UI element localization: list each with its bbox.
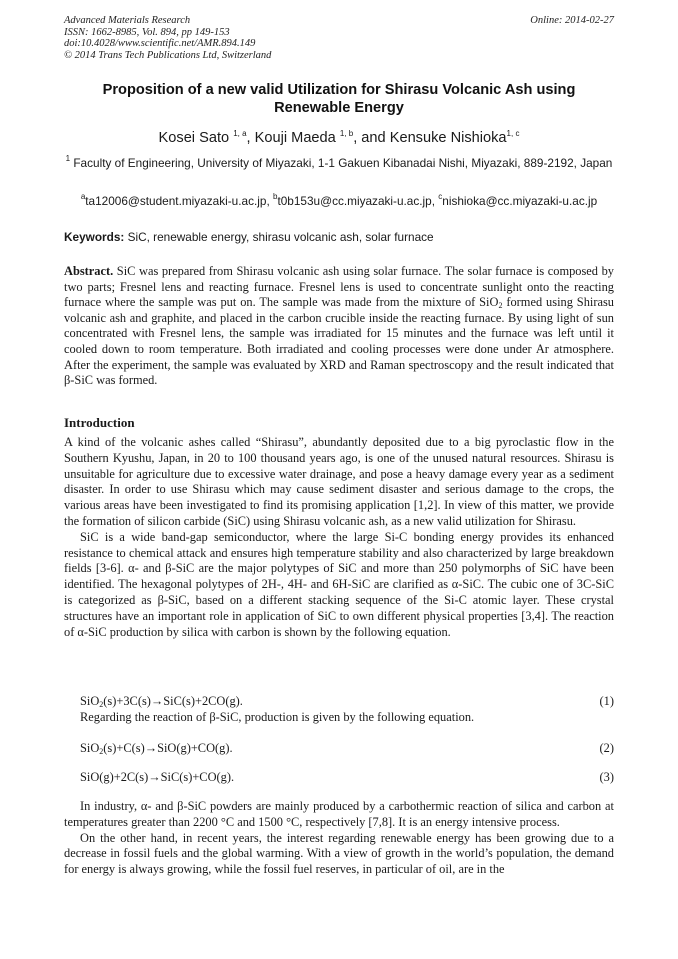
- keywords: [64, 229, 614, 245]
- paragraph: On the other hand, in recent years, the interest regarding renewable energy has been growing due to a decrease in fossil fuels and the global warming. With a view of growth in the world’s population, the demand for energy is always growing, while the fossil fuel reserves, in particular of oil, are in the: [64, 830, 614, 877]
- author-separator: ,: [246, 130, 255, 146]
- equation-note: Regarding the reaction of β-SiC, production is given by the following equation.: [80, 710, 475, 724]
- equation-part: (s)+C(s)→SiO(g)+CO(g).: [103, 741, 233, 755]
- email-separator: ,: [431, 194, 439, 208]
- copyright-line: © 2014 Trans Tech Publications Ltd, Switzerland: [64, 49, 272, 61]
- affiliation-mark: 1: [65, 154, 71, 163]
- abstract-text: formed using Shirasu volcanic ash and graphite, and placed in the carbon crucible inside the reacting furnace. By using light of sun concentrated with Fresnel lens, the sample was irradiated for 15 minutes and the furnace was left until it cooled down to room temperature. Both irradiated and cooling processes were done under Ar atmosphere. After the experiment, the sample was evaluated by XRD and Raman spectroscopy and the result indicated that β-SiC was formed.: [64, 295, 614, 388]
- author-affil-mark: 1, a: [233, 129, 247, 138]
- equation-number: (3): [599, 770, 614, 784]
- email-mark: c: [438, 192, 443, 201]
- keywords-text: SiC, renewable energy, shirasu volcanic ash, solar furnace: [124, 230, 434, 244]
- email-mark: a: [80, 192, 86, 201]
- issn-line: ISSN: 1662-8985, Vol. 894, pp 149-153: [64, 26, 230, 38]
- journal-name: Advanced Materials Research: [64, 15, 191, 26]
- equation-part: SiO: [80, 741, 100, 755]
- author-list: [64, 129, 614, 147]
- author-affil-mark: 1, c: [506, 129, 520, 138]
- paragraph: In industry, α- and β-SiC powders are mainly produced by a carbothermic reaction of silica and carbon at temperatures greater than 2200 °C and 1500 °C, respectively [7,8]. It is an energy intensive process.: [64, 799, 614, 829]
- journal-header: [64, 15, 271, 61]
- affiliation-text: Faculty of Engineering, University of Miyazaki, 1-1 Gakuen Kibanadai Nishi, Miyazaki, 889-2192, Japan: [70, 156, 613, 170]
- introduction-body: [64, 435, 614, 640]
- affiliation: [64, 155, 614, 171]
- equation-text: [80, 769, 234, 785]
- equation-number: (2): [599, 741, 614, 755]
- author-affil-mark: 1, b: [339, 129, 354, 138]
- online-date: Online: 2014-02-27: [530, 15, 614, 26]
- equation-part: SiO(g)+2C(s)→SiC(s)+CO(g).: [80, 770, 235, 784]
- author-name: Kouji Maeda: [254, 130, 336, 146]
- author-name: Kosei Sato: [158, 130, 230, 146]
- author-name: Kensuke Nishioka: [389, 130, 507, 146]
- paragraph: A kind of the volcanic ashes called “Shirasu”, abundantly deposited due to a big pyroclastic flow in the Southern Kyushu, Japan, in 20 to 100 thousand years ago, is one of the unused natural resources. Shirasu is unsuitable for agriculture due to excessive water drainage, and pose a heavy damage every year as a sediment disaster. In order to use Shirasu which may cause sediment disaster and serious damage to the crops, the various areas have been investigated to find its promising application [1,2]. In view of this matter, we provide the formation of silicon carbide (SiC) using Shirasu volcanic ash, as a new valid utilization for Shirasu.: [64, 435, 614, 528]
- doi-line[interactable]: doi:10.4028/www.scientific.net/AMR.894.149: [64, 38, 256, 49]
- equation-text: [80, 693, 243, 709]
- email-address[interactable]: t0b153u@cc.miyazaki-u.ac.jp: [277, 194, 432, 208]
- abstract-label: Abstract.: [64, 264, 114, 278]
- paragraph: SiC is a wide band-gap semiconductor, where the large Si-C bonding energy provides its enhanced resistance to chemical attack and ensures high temperature stability and also characterized by large breakdown fields [3-6]. α- and β-SiC are the major polytypes of SiC and more than 250 polymorphs of SiC have been identified. The hexagonal polytypes of 2H-, 4H- and 6H-SiC are clarified as α-SiC. The cubic one of 3C-SiC is categorized as β-SiC, based on a different stacking sequence of the Si-C atomic layer. These crystal structures have an important role in application of SiC to own different physical properties [3,4]. The reaction of α-SiC production by silica with carbon is shown by the following equation.: [64, 529, 614, 639]
- introduction-heading: Introduction: [64, 415, 135, 430]
- email-mark: b: [273, 192, 278, 201]
- author-separator: , and: [353, 130, 390, 146]
- equation-part: SiO: [80, 694, 100, 708]
- keywords-label: Keywords:: [64, 230, 125, 244]
- body-continuation: [64, 799, 614, 878]
- equation-text: [80, 740, 233, 756]
- abstract: [64, 264, 614, 389]
- subscript: 2: [498, 301, 503, 311]
- email-separator: ,: [266, 194, 273, 208]
- equation-part: (s)+3C(s)→SiC(s)+2CO(g).: [103, 694, 243, 708]
- subscript: 2: [99, 700, 104, 709]
- email-address[interactable]: nishioka@cc.miyazaki-u.ac.jp: [442, 194, 598, 208]
- email-list: [64, 193, 614, 209]
- equation-number: (1): [599, 694, 614, 708]
- subscript: 2: [99, 747, 104, 756]
- email-address[interactable]: ta12006@student.miyazaki-u.ac.jp: [85, 194, 267, 208]
- paper-title: Proposition of a new valid Utilization for Shirasu Volcanic Ash using Renewable Energy: [102, 82, 576, 116]
- abstract-text: SiC was prepared from Shirasu volcanic ash using solar furnace. The solar furnace is composed by two parts; Fresnel lens and reacting furnace. Fresnel lens is used to concentrate sunlight onto the reacting furnace where the sample was put on. The sample was made from the mixture of SiO: [64, 264, 614, 310]
